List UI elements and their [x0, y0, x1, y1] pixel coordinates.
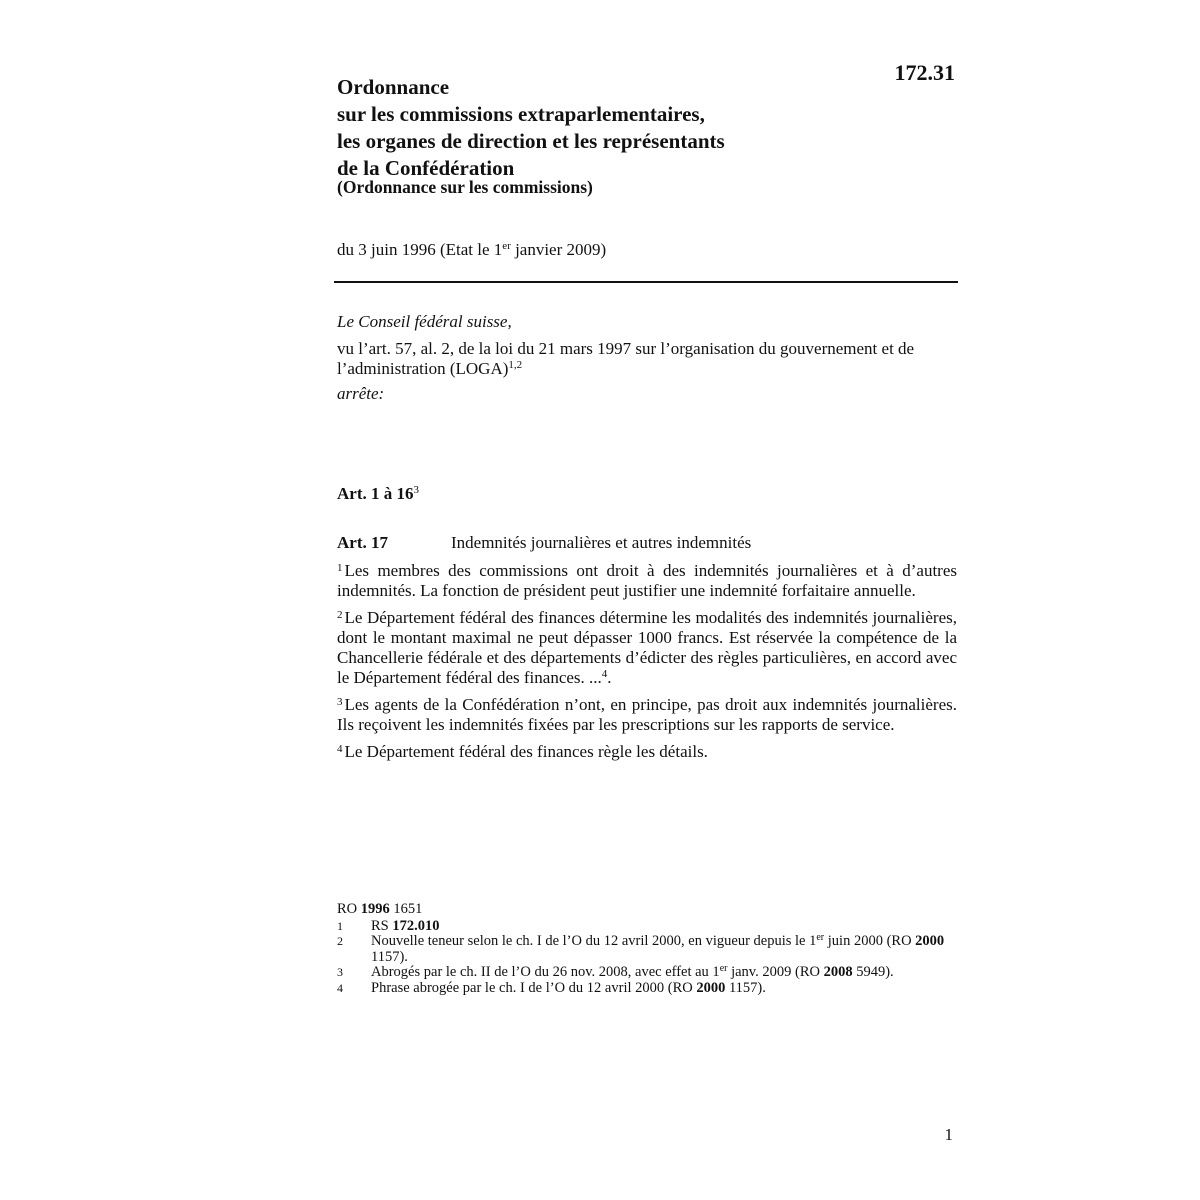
ro-prefix: RO — [337, 901, 361, 917]
footnote-item — [337, 919, 957, 935]
title-line: les organes de direction et les représentants — [337, 129, 725, 153]
article-17-subject: Indemnités journalières et autres indemnités — [451, 533, 752, 552]
preamble-basis-text: vu l’art. 57, al. 2, de la loi du 21 mars 1997 sur l’organisation du gouvernement et de l’administration (LOGA) — [337, 339, 915, 378]
footnote-text-part: Nouvelle teneur selon le ch. I de l’O du 12 avril 2000, en vigueur depuis le 1 — [371, 933, 817, 949]
preamble — [337, 312, 957, 404]
article-1-16-heading — [337, 484, 419, 504]
paragraph-number: 1 — [337, 562, 343, 574]
article-paragraph — [337, 561, 957, 601]
footnote-text — [371, 919, 957, 935]
ro-page: 1651 — [389, 901, 423, 917]
date-superscript: er — [502, 240, 511, 252]
title-line: Ordonnance — [337, 75, 450, 99]
footnote-text-part: 1157). — [371, 948, 408, 965]
footnote-superscript: er — [816, 932, 825, 943]
footnote-reference[interactable]: 1,2 — [508, 359, 523, 371]
paragraph-text: Le Département fédéral des finances règle les détails. — [344, 742, 708, 761]
footnotes — [337, 902, 957, 996]
date-line — [337, 240, 606, 260]
footnote-text-part: 1157). — [725, 979, 766, 996]
footnote-text-part: Abrogés par le ch. II de l’O du 26 nov. 2008, avec effet au 1 — [371, 964, 720, 980]
date-suffix: janvier 2009) — [510, 240, 607, 259]
footnote-number: 3 — [337, 965, 343, 979]
article-paragraph — [337, 608, 957, 688]
footnote-text — [371, 934, 957, 965]
paragraph-number: 3 — [337, 696, 343, 708]
footnote-bold: 2000 — [696, 979, 726, 996]
ro-reference — [337, 902, 957, 918]
footnote-reference[interactable]: 4 — [601, 668, 608, 680]
footnote-item — [337, 981, 957, 997]
footnote-text — [371, 965, 957, 981]
footnote-text-part: 5949). — [852, 964, 894, 980]
footnote-bold: 2008 — [823, 964, 853, 980]
ro-year: 1996 — [360, 901, 390, 917]
footnote-text-part: RS — [371, 917, 393, 934]
article-17-body — [337, 561, 957, 769]
footnote-bold: 172.010 — [392, 917, 440, 934]
article-paragraph — [337, 695, 957, 735]
paragraph-text-end: . — [607, 668, 612, 687]
article-heading-text: Art. 1 à 16 — [337, 484, 414, 503]
ordinance-title — [337, 74, 857, 182]
paragraph-number: 2 — [337, 609, 343, 621]
footnote-text-part: janv. 2009 (RO — [727, 964, 824, 980]
paragraph-text: Les agents de la Confédération n’ont, en principe, pas droit aux indemnités journalières. Ils reçoivent les indemnités fixées par les prescriptions sur les rapports de service. — [337, 695, 957, 734]
footnote-bold: 2000 — [915, 933, 945, 949]
article-paragraph — [337, 742, 957, 762]
preamble-basis — [337, 339, 957, 379]
footnote-text — [371, 981, 957, 997]
preamble-enact: arrête: — [337, 384, 385, 403]
footnote-number: 1 — [337, 918, 343, 933]
footnote-item — [337, 934, 957, 965]
footnote-superscript: er — [719, 963, 728, 974]
footnote-item — [337, 965, 957, 981]
paragraph-text: Le Département fédéral des finances détermine les modalités des indemnités journalières, dont le montant maximal ne peut dépasser 1000 francs. Est réservée la compétence de la Chancellerie fédérale et des départements d’édicter des règles particulières, en accord avec le Département fédéral des finances. ... — [337, 608, 957, 687]
date-prefix: du 3 juin 1996 (Etat le 1 — [337, 240, 503, 259]
header-divider — [334, 281, 958, 283]
short-title: (Ordonnance sur les commissions) — [337, 177, 593, 197]
footnote-number: 2 — [337, 934, 343, 948]
title-line: sur les commissions extraparlementaires, — [337, 102, 705, 126]
footnote-reference[interactable]: 3 — [413, 484, 419, 496]
document-page — [337, 0, 957, 1200]
paragraph-text: Les membres des commissions ont droit à des indemnités journalières et à d’autres indemnités. La fonction de président peut justifier une indemnité forfaitaire annuelle. — [337, 561, 957, 600]
preamble-authority: Le Conseil fédéral suisse, — [337, 312, 512, 331]
title-line: de la Confédération — [337, 156, 515, 180]
footnote-text-part: Phrase abrogée par le ch. I de l’O du 12 avril 2000 (RO — [371, 979, 697, 996]
paragraph-number: 4 — [337, 743, 343, 755]
sr-number: 172.31 — [894, 60, 955, 85]
footnote-text-part: juin 2000 (RO — [824, 933, 916, 949]
page-number: 1 — [944, 1125, 953, 1144]
article-17-heading: Art. 17 — [337, 533, 388, 552]
footnote-number: 4 — [337, 980, 343, 995]
